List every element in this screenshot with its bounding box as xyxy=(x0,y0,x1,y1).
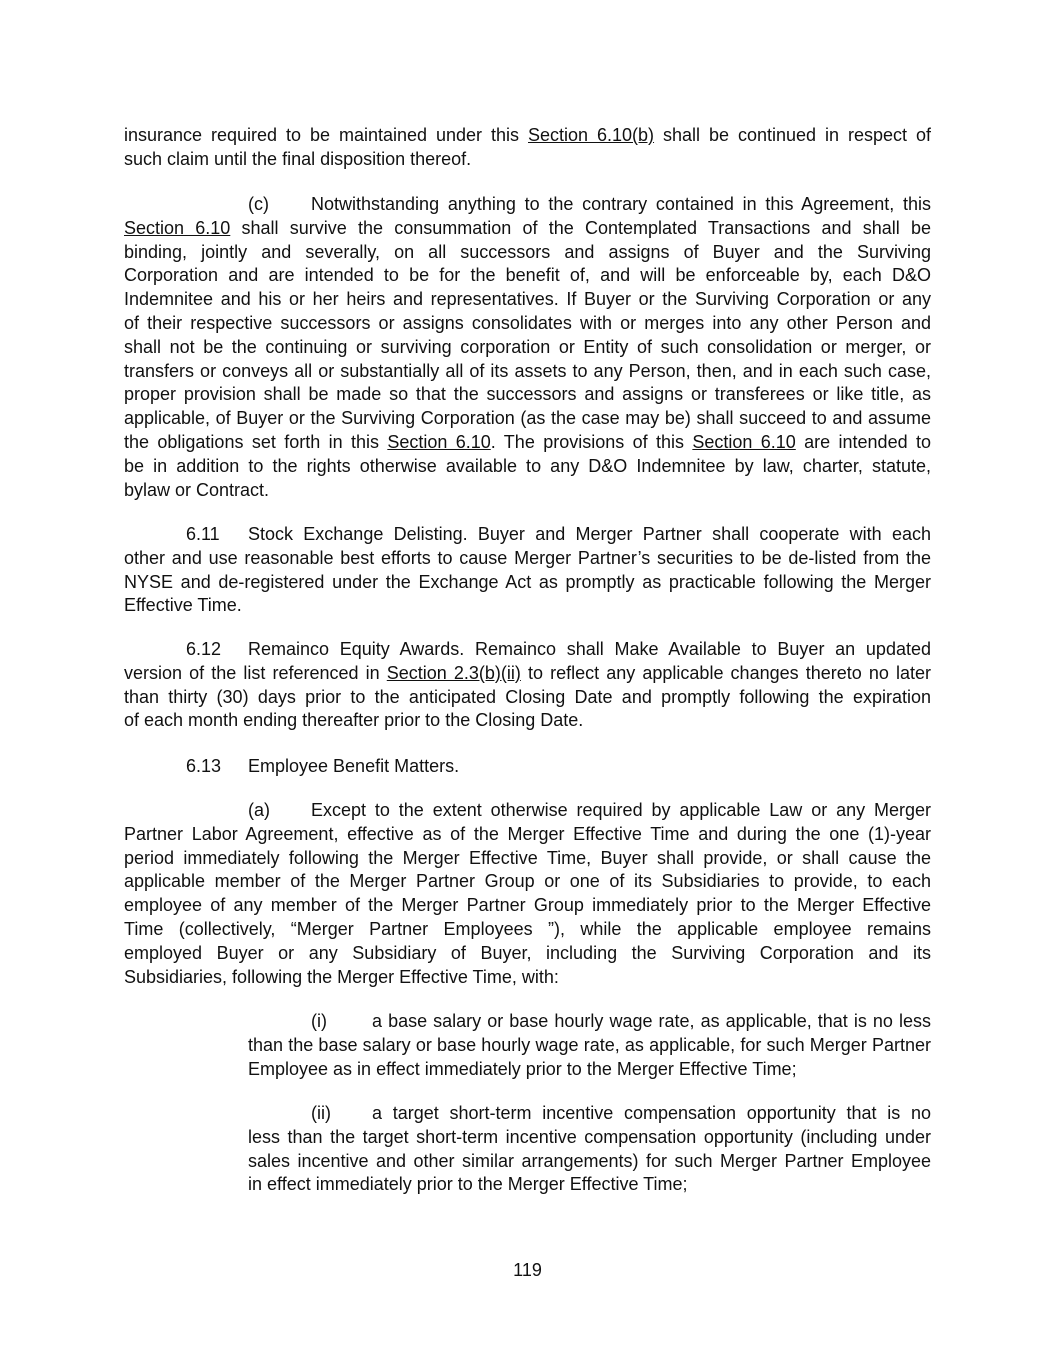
text-span: than the base salary or base hourly wage rate, as applicable, for such Merger Partner xyxy=(248,1034,931,1055)
text-line xyxy=(248,1058,931,1082)
text-span: a base salary or base hourly wage rate, as applicable, that is no less xyxy=(372,1011,931,1031)
section-reference: Section 2.3(b)(ii) xyxy=(386,662,521,683)
paragraph xyxy=(248,1010,931,1081)
text-line xyxy=(124,193,931,217)
text-span: Stock Exchange Delisting. Buyer and Merger Partner shall cooperate with each xyxy=(248,524,931,544)
text-span: Employee Benefit Matters. xyxy=(248,756,460,776)
text-line xyxy=(124,918,931,942)
text-span: Indemnitee and his or her heirs and representatives. If Buyer or the Surviving Corporation or any xyxy=(124,289,931,310)
text-span: Notwithstanding anything to the contrary contained in this Agreement, this xyxy=(311,194,931,214)
paragraph xyxy=(124,755,931,779)
text-span: . The provisions of this xyxy=(490,431,693,452)
text-span: applicable, of Buyer or the Surviving Corporation (as the case may be) shall succeed to and assume xyxy=(124,408,931,429)
text-line xyxy=(124,288,931,312)
text-line xyxy=(124,479,931,503)
text-line xyxy=(124,594,931,618)
text-span: be in addition to the rights otherwise available to any D&O Indemnitee by law, charter, statute, xyxy=(124,455,931,476)
text-line xyxy=(248,1126,931,1150)
section-reference: Section 6.10 xyxy=(692,431,796,452)
text-line xyxy=(124,755,931,779)
text-span: a target short-term incentive compensation opportunity that is no xyxy=(372,1103,931,1123)
text-span: Employee as in effect immediately prior to the Merger Effective Time; xyxy=(248,1058,797,1079)
text-span: employee of any member of the Merger Partner Group immediately prior to the Merger Effective xyxy=(124,895,931,916)
text-line xyxy=(124,870,931,894)
text-span: Partner Labor Agreement, effective as of the Merger Effective Time and during the one (1)-year xyxy=(124,823,931,844)
text-line xyxy=(248,1150,931,1174)
text-span: shall be continued in respect of xyxy=(654,125,931,145)
text-line xyxy=(124,264,931,288)
paragraph-number: (c) xyxy=(248,194,269,214)
text-line xyxy=(124,124,931,148)
text-line xyxy=(124,638,931,662)
paragraph-number: 6.11 xyxy=(186,524,220,544)
text-span: proper provision shall be made so that the successors and assigns or transferees or like title, as xyxy=(124,384,931,405)
text-span: shall not be the continuing or surviving corporation or Entity of such consolidation or merger, or xyxy=(124,336,931,357)
text-span: are intended to xyxy=(795,431,931,452)
text-line xyxy=(124,547,931,571)
text-span: insurance required to be maintained under this xyxy=(124,125,528,145)
paragraph-number: (a) xyxy=(248,800,270,820)
text-span: such claim until the final disposition thereof. xyxy=(124,148,472,169)
paragraph xyxy=(124,638,931,733)
text-line xyxy=(124,523,931,547)
text-span: sales incentive and other similar arrangements) for such Merger Partner Employee xyxy=(248,1150,931,1171)
text-span: to reflect any applicable changes thereto no later xyxy=(520,662,931,683)
text-line xyxy=(124,709,931,733)
text-line xyxy=(124,383,931,407)
text-line xyxy=(124,847,931,871)
text-span: version of the list referenced in xyxy=(124,662,387,683)
page-number: 119 xyxy=(513,1260,542,1280)
text-line xyxy=(124,662,931,686)
text-span: NYSE and de-registered under the Exchange Act as promptly as practicable following the Merger xyxy=(124,571,931,592)
text-span: the obligations set forth in this xyxy=(124,431,388,452)
text-line xyxy=(124,241,931,265)
text-line xyxy=(124,148,931,172)
text-line xyxy=(124,431,931,455)
text-span: of each month ending thereafter prior to the Closing Date. xyxy=(124,710,584,731)
paragraph-number: (i) xyxy=(311,1011,327,1031)
text-line xyxy=(248,1034,931,1058)
text-span: bylaw or Contract. xyxy=(124,479,270,500)
text-span: shall survive the consummation of the Contemplated Transactions and shall be xyxy=(230,217,931,238)
text-span: Corporation and are intended to be for the benefit of, and will be enforceable by, each D&O xyxy=(124,265,931,286)
paragraph xyxy=(124,523,931,618)
paragraph-number: (ii) xyxy=(311,1103,331,1123)
text-line xyxy=(124,942,931,966)
text-line xyxy=(248,1102,931,1126)
text-span: Subsidiaries, following the Merger Effective Time, with: xyxy=(124,966,559,987)
text-span: binding, jointly and severally, on all successors and assigns of Buyer and the Surviving xyxy=(124,241,931,262)
text-line xyxy=(124,312,931,336)
paragraph xyxy=(248,1102,931,1197)
text-span: transfers or conveys all or substantially all of its assets to any Person, then, and in each such case, xyxy=(124,360,931,381)
text-line xyxy=(124,217,931,241)
text-line xyxy=(124,966,931,990)
text-span: other and use reasonable best efforts to cause Merger Partner’s securities to be de-listed from the xyxy=(124,547,931,568)
text-span: than thirty (30) days prior to the anticipated Closing Date and promptly following the expiration xyxy=(124,686,931,707)
text-line xyxy=(124,686,931,710)
section-reference: Section 6.10(b) xyxy=(528,125,655,145)
paragraph xyxy=(124,193,931,502)
paragraph-number: 6.13 xyxy=(186,756,222,776)
paragraph xyxy=(124,124,931,172)
text-line xyxy=(124,571,931,595)
text-line xyxy=(124,360,931,384)
section-reference: Section 6.10 xyxy=(387,431,491,452)
text-line xyxy=(248,1173,931,1197)
text-span: in effect immediately prior to the Merger Effective Time; xyxy=(248,1174,688,1195)
text-line xyxy=(248,1010,931,1034)
text-line xyxy=(124,336,931,360)
text-span: Remainco Equity Awards. Remainco shall Make Available to Buyer an updated xyxy=(248,639,931,659)
text-line xyxy=(124,894,931,918)
text-span: employed Buyer or any Subsidiary of Buyer, including the Surviving Corporation and its xyxy=(124,942,931,963)
text-line xyxy=(124,407,931,431)
text-span: Except to the extent otherwise required by applicable Law or any Merger xyxy=(311,800,931,820)
section-reference: Section 6.10 xyxy=(124,217,231,238)
text-span: period immediately following the Merger Effective Time, Buyer shall provide, or shall cause the xyxy=(124,847,931,868)
text-line xyxy=(124,799,931,823)
text-line xyxy=(124,455,931,479)
text-span: less than the target short-term incentive compensation opportunity (including under xyxy=(248,1126,931,1147)
text-line xyxy=(124,823,931,847)
paragraph-number: 6.12 xyxy=(186,639,222,659)
text-span: of their respective successors or assigns consolidates with or merges into any other Person and xyxy=(124,312,931,333)
text-span: Effective Time. xyxy=(124,595,242,616)
text-span: applicable member of the Merger Partner Group or one of its Subsidiaries to provide, to each xyxy=(124,871,931,892)
paragraph xyxy=(124,799,931,989)
text-span: Time (collectively, “Merger Partner Employees ”), while the applicable employee remains xyxy=(124,918,931,939)
